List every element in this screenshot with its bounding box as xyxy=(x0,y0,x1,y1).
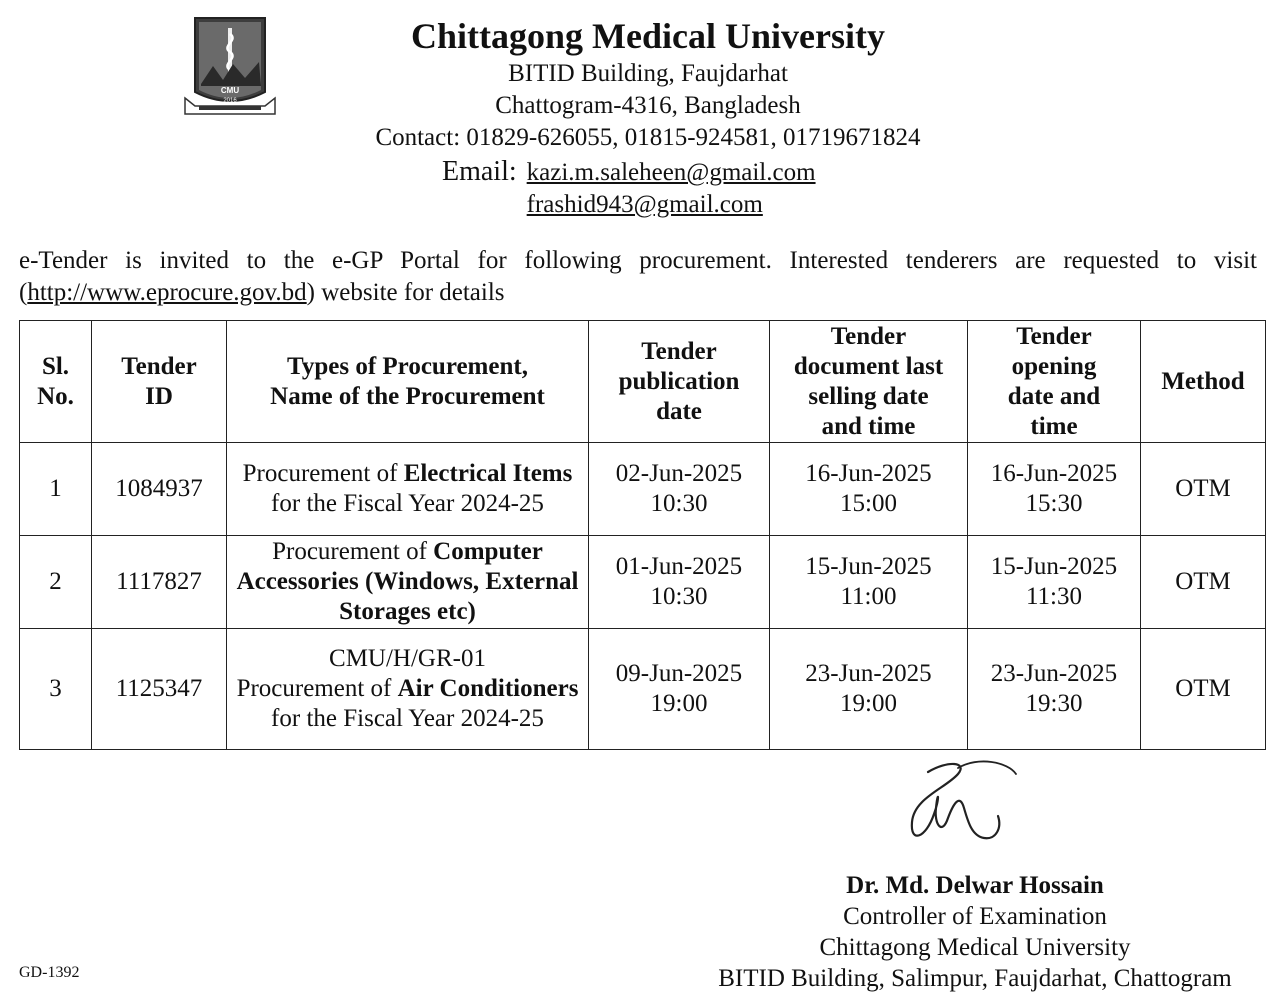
contact-numbers: Contact: 01829-626055, 01815-924581, 01719671824 xyxy=(375,124,921,151)
signatory-block xyxy=(690,870,1260,994)
cell-tender-id: 1117827 xyxy=(92,536,227,629)
cell-publication-date: 09-Jun-2025 19:00 xyxy=(589,629,770,750)
signatory-address: BITID Building, Salimpur, Faujdarhat, Chattogram xyxy=(718,965,1232,992)
header-sl-no: Sl. No. xyxy=(20,321,92,443)
logo-label: CMU xyxy=(220,86,240,95)
header-tender-id: Tender ID xyxy=(92,321,227,443)
university-name: Chittagong Medical University xyxy=(411,16,885,56)
cell-selling-date: 23-Jun-2025 19:00 xyxy=(770,629,968,750)
signatory-name: Dr. Md. Delwar Hossain xyxy=(846,872,1104,899)
gd-code: GD-1392 xyxy=(19,964,80,981)
header-publication-date: Tender publication date xyxy=(589,321,770,443)
signatory-organization: Chittagong Medical University xyxy=(819,934,1131,961)
table-row xyxy=(20,629,1266,750)
cell-selling-date: 15-Jun-2025 11:00 xyxy=(770,536,968,629)
header-method: Method xyxy=(1141,321,1266,443)
cell-selling-date: 16-Jun-2025 15:00 xyxy=(770,443,968,536)
email-link-1[interactable]: kazi.m.saleheen@gmail.com xyxy=(526,159,816,186)
cell-opening-date: 16-Jun-2025 15:30 xyxy=(968,443,1141,536)
intro-text: e-Tender is invited to the e-GP Portal for following procurement. Interested tenderers are requested to visit ( xyxy=(19,247,1257,306)
email-link-2[interactable]: frashid943@gmail.com xyxy=(526,191,763,218)
cell-sl: 3 xyxy=(20,629,92,750)
cell-procurement-name: CMU/H/GR-01 Procurement of Air Conditioners for the Fiscal Year 2024-25 xyxy=(227,629,589,750)
cell-publication-date: 02-Jun-2025 10:30 xyxy=(589,443,770,536)
cell-sl: 2 xyxy=(20,536,92,629)
table-row xyxy=(20,536,1266,629)
cell-tender-id: 1084937 xyxy=(92,443,227,536)
address-line-1: BITID Building, Faujdarhat xyxy=(508,60,788,87)
cell-procurement-name: Procurement of Computer Accessories (Windows, External Storages etc) xyxy=(227,536,589,629)
cell-publication-date: 01-Jun-2025 10:30 xyxy=(589,536,770,629)
letterhead xyxy=(280,14,1016,154)
signatory-title: Controller of Examination xyxy=(843,903,1107,930)
cell-sl: 1 xyxy=(20,443,92,536)
email-block xyxy=(442,156,816,221)
table-row xyxy=(20,443,1266,536)
table-header-row xyxy=(20,321,1266,443)
cell-tender-id: 1125347 xyxy=(92,629,227,750)
cell-method: OTM xyxy=(1141,443,1266,536)
intro-text-end: ) website for details xyxy=(306,279,505,306)
address-line-2: Chattogram-4316, Bangladesh xyxy=(495,92,801,119)
email-label: Email: xyxy=(442,156,517,187)
cell-opening-date: 15-Jun-2025 11:30 xyxy=(968,536,1141,629)
handwritten-signature xyxy=(898,758,1024,848)
intro-paragraph xyxy=(19,245,1257,309)
university-logo xyxy=(183,14,277,120)
cell-opening-date: 23-Jun-2025 19:30 xyxy=(968,629,1141,750)
logo-year: 2016 xyxy=(223,98,237,104)
cell-procurement-name: Procurement of Electrical Items for the Fiscal Year 2024-25 xyxy=(227,443,589,536)
tender-table xyxy=(19,320,1266,750)
header-opening-date: Tender opening date and time xyxy=(968,321,1141,443)
eprocure-link[interactable]: http://www.eprocure.gov.bd xyxy=(27,279,307,306)
cell-method: OTM xyxy=(1141,536,1266,629)
header-selling-date: Tender document last selling date and time xyxy=(770,321,968,443)
header-procurement-type: Types of Procurement, Name of the Procurement xyxy=(227,321,589,443)
cell-method: OTM xyxy=(1141,629,1266,750)
